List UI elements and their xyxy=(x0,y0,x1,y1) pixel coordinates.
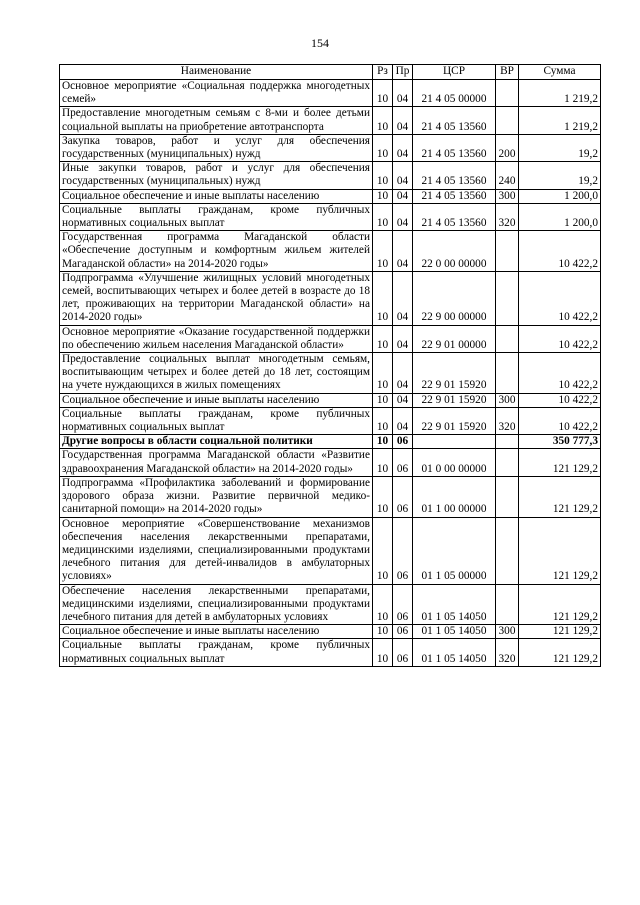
row-rz-cell: 10 xyxy=(373,107,393,134)
row-csr-cell: 21 4 05 00000 xyxy=(413,80,496,107)
row-name-cell: Социальное обеспечение и иные выплаты населению xyxy=(60,393,373,407)
row-rz-cell: 10 xyxy=(373,162,393,189)
row-rz-cell: 10 xyxy=(373,203,393,230)
row-csr-cell: 22 0 00 00000 xyxy=(413,231,496,272)
row-vr-cell: 300 xyxy=(496,625,519,639)
row-pr-cell: 04 xyxy=(393,134,413,161)
row-rz-cell: 10 xyxy=(373,476,393,517)
row-csr-cell: 22 9 00 00000 xyxy=(413,271,496,325)
row-name-cell: Социальные выплаты гражданам, кроме публичных нормативных социальных выплат xyxy=(60,203,373,230)
row-sum-cell: 1 219,2 xyxy=(519,107,601,134)
header-sum: Сумма xyxy=(519,65,601,80)
row-rz-cell: 10 xyxy=(373,435,393,449)
row-name-cell: Основное мероприятие «Социальная поддержка многодетных семей» xyxy=(60,80,373,107)
row-pr-cell: 06 xyxy=(393,584,413,625)
row-vr-cell: 320 xyxy=(496,639,519,666)
table-row xyxy=(60,625,601,639)
table-row xyxy=(60,353,601,394)
table-row xyxy=(60,407,601,434)
row-vr-cell xyxy=(496,476,519,517)
row-rz-cell: 10 xyxy=(373,325,393,352)
row-sum-cell: 121 129,2 xyxy=(519,625,601,639)
row-name-cell: Иные закупки товаров, работ и услуг для обеспечения государственных (муниципальных) нужд xyxy=(60,162,373,189)
row-sum-cell: 1 219,2 xyxy=(519,80,601,107)
row-name-cell: Государственная программа Магаданской области «Обеспечение доступным и комфортным жильем жителей Магаданской области» на 2014-2020 годы» xyxy=(60,231,373,272)
row-sum-cell: 121 129,2 xyxy=(519,584,601,625)
row-csr-cell: 22 9 01 15920 xyxy=(413,353,496,394)
table-row xyxy=(60,189,601,203)
table-row xyxy=(60,393,601,407)
row-sum-cell: 10 422,2 xyxy=(519,325,601,352)
row-sum-cell: 10 422,2 xyxy=(519,231,601,272)
row-csr-cell: 22 9 01 15920 xyxy=(413,393,496,407)
row-csr-cell: 21 4 05 13560 xyxy=(413,107,496,134)
row-pr-cell: 04 xyxy=(393,189,413,203)
row-sum-cell: 1 200,0 xyxy=(519,189,601,203)
row-pr-cell: 06 xyxy=(393,449,413,476)
row-pr-cell: 06 xyxy=(393,476,413,517)
row-csr-cell: 22 9 01 15920 xyxy=(413,407,496,434)
row-csr-cell: 01 0 00 00000 xyxy=(413,449,496,476)
row-pr-cell: 04 xyxy=(393,407,413,434)
row-vr-cell: 200 xyxy=(496,134,519,161)
table-row xyxy=(60,231,601,272)
row-csr-cell: 01 1 05 00000 xyxy=(413,517,496,584)
row-name-cell: Государственная программа Магаданской области «Развитие здравоохранения Магаданской области» на 2014-2020 годы» xyxy=(60,449,373,476)
header-pr: Пр xyxy=(393,65,413,80)
row-name-cell: Обеспечение населения лекарственными препаратами, медицинскими изделиями, специализированными продуктами лечебного питания для детей в амбулаторных условиях xyxy=(60,584,373,625)
row-csr-cell: 01 1 05 14050 xyxy=(413,625,496,639)
table-row xyxy=(60,584,601,625)
row-pr-cell: 04 xyxy=(393,203,413,230)
row-vr-cell xyxy=(496,325,519,352)
page-number: 154 xyxy=(311,36,329,50)
row-rz-cell: 10 xyxy=(373,271,393,325)
row-name-cell: Закупка товаров, работ и услуг для обеспечения государственных (муниципальных) нужд xyxy=(60,134,373,161)
row-name-cell: Социальное обеспечение и иные выплаты населению xyxy=(60,189,373,203)
row-pr-cell: 06 xyxy=(393,639,413,666)
row-pr-cell: 04 xyxy=(393,231,413,272)
table-row xyxy=(60,134,601,161)
table-row xyxy=(60,517,601,584)
row-sum-cell: 121 129,2 xyxy=(519,449,601,476)
header-vr: ВР xyxy=(496,65,519,80)
budget-table xyxy=(59,64,601,667)
table-body xyxy=(60,80,601,667)
header-name: Наименование xyxy=(60,65,373,80)
row-vr-cell xyxy=(496,271,519,325)
row-sum-cell: 1 200,0 xyxy=(519,203,601,230)
row-rz-cell: 10 xyxy=(373,407,393,434)
row-sum-cell: 121 129,2 xyxy=(519,476,601,517)
row-name-cell: Социальные выплаты гражданам, кроме публичных нормативных социальных выплат xyxy=(60,407,373,434)
row-name-cell: Предоставление многодетным семьям с 8-ми и более детьми социальной выплаты на приобретение автотранспорта xyxy=(60,107,373,134)
row-pr-cell: 06 xyxy=(393,435,413,449)
table-row xyxy=(60,435,601,449)
row-vr-cell xyxy=(496,517,519,584)
row-vr-cell: 320 xyxy=(496,203,519,230)
row-rz-cell: 10 xyxy=(373,584,393,625)
row-sum-cell: 10 422,2 xyxy=(519,271,601,325)
header-csr: ЦСР xyxy=(413,65,496,80)
table-row xyxy=(60,107,601,134)
header-rz: Рз xyxy=(373,65,393,80)
row-rz-cell: 10 xyxy=(373,517,393,584)
row-vr-cell: 320 xyxy=(496,407,519,434)
row-name-cell: Основное мероприятие «Совершенствование механизмов обеспечения населения лекарственными препаратами, медицинскими изделиями, специализированными продуктами лечебного питания для детей-инвалидов в амбулаторных условиях» xyxy=(60,517,373,584)
row-rz-cell: 10 xyxy=(373,393,393,407)
table-row xyxy=(60,203,601,230)
row-name-cell: Социальные выплаты гражданам, кроме публичных нормативных социальных выплат xyxy=(60,639,373,666)
row-sum-cell: 350 777,3 xyxy=(519,435,601,449)
row-pr-cell: 04 xyxy=(393,80,413,107)
row-name-cell: Подпрограмма «Профилактика заболеваний и формирование здорового образа жизни. Развитие первичной медико-санитарной помощи» на 2014-2020 годы» xyxy=(60,476,373,517)
row-vr-cell xyxy=(496,435,519,449)
row-sum-cell: 10 422,2 xyxy=(519,353,601,394)
row-pr-cell: 04 xyxy=(393,353,413,394)
row-name-cell: Предоставление социальных выплат многодетным семьям, воспитывающим четырех и более детей до 18 лет, состоящим на учете нуждающихся в жилых помещениях xyxy=(60,353,373,394)
row-csr-cell: 22 9 01 00000 xyxy=(413,325,496,352)
row-sum-cell: 19,2 xyxy=(519,162,601,189)
row-pr-cell: 04 xyxy=(393,393,413,407)
row-name-cell: Подпрограмма «Улучшение жилищных условий многодетных семей, воспитывающих четырех и более детей в возрасте до 18 лет, проживающих на территории Магаданской области» на 2014-2020 годы» xyxy=(60,271,373,325)
table-row xyxy=(60,325,601,352)
row-pr-cell: 04 xyxy=(393,325,413,352)
row-csr-cell: 01 1 05 14050 xyxy=(413,584,496,625)
row-vr-cell xyxy=(496,353,519,394)
row-csr-cell: 21 4 05 13560 xyxy=(413,134,496,161)
table-row xyxy=(60,162,601,189)
row-vr-cell xyxy=(496,231,519,272)
row-csr-cell: 21 4 05 13560 xyxy=(413,162,496,189)
row-csr-cell: 01 1 00 00000 xyxy=(413,476,496,517)
row-pr-cell: 06 xyxy=(393,625,413,639)
row-rz-cell: 10 xyxy=(373,231,393,272)
row-vr-cell: 240 xyxy=(496,162,519,189)
table-row xyxy=(60,80,601,107)
row-sum-cell: 10 422,2 xyxy=(519,407,601,434)
row-vr-cell: 300 xyxy=(496,189,519,203)
row-name-cell: Основное мероприятие «Оказание государственной поддержки по обеспечению жильем населения Магаданской области» xyxy=(60,325,373,352)
table-row xyxy=(60,449,601,476)
table-header-row xyxy=(60,65,601,80)
row-rz-cell: 10 xyxy=(373,639,393,666)
row-pr-cell: 04 xyxy=(393,271,413,325)
row-csr-cell: 21 4 05 13560 xyxy=(413,203,496,230)
table-row xyxy=(60,271,601,325)
row-sum-cell: 121 129,2 xyxy=(519,639,601,666)
table-row xyxy=(60,639,601,666)
row-pr-cell: 04 xyxy=(393,107,413,134)
row-pr-cell: 06 xyxy=(393,517,413,584)
row-rz-cell: 10 xyxy=(373,353,393,394)
row-csr-cell: 21 4 05 13560 xyxy=(413,189,496,203)
row-rz-cell: 10 xyxy=(373,625,393,639)
row-vr-cell: 300 xyxy=(496,393,519,407)
row-vr-cell xyxy=(496,584,519,625)
table-row xyxy=(60,476,601,517)
row-vr-cell xyxy=(496,449,519,476)
row-sum-cell: 121 129,2 xyxy=(519,517,601,584)
row-sum-cell: 19,2 xyxy=(519,134,601,161)
row-rz-cell: 10 xyxy=(373,134,393,161)
row-pr-cell: 04 xyxy=(393,162,413,189)
row-name-cell: Другие вопросы в области социальной политики xyxy=(60,435,373,449)
row-rz-cell: 10 xyxy=(373,189,393,203)
row-rz-cell: 10 xyxy=(373,449,393,476)
row-csr-cell xyxy=(413,435,496,449)
row-name-cell: Социальное обеспечение и иные выплаты населению xyxy=(60,625,373,639)
row-csr-cell: 01 1 05 14050 xyxy=(413,639,496,666)
row-sum-cell: 10 422,2 xyxy=(519,393,601,407)
row-rz-cell: 10 xyxy=(373,80,393,107)
row-vr-cell xyxy=(496,80,519,107)
row-vr-cell xyxy=(496,107,519,134)
